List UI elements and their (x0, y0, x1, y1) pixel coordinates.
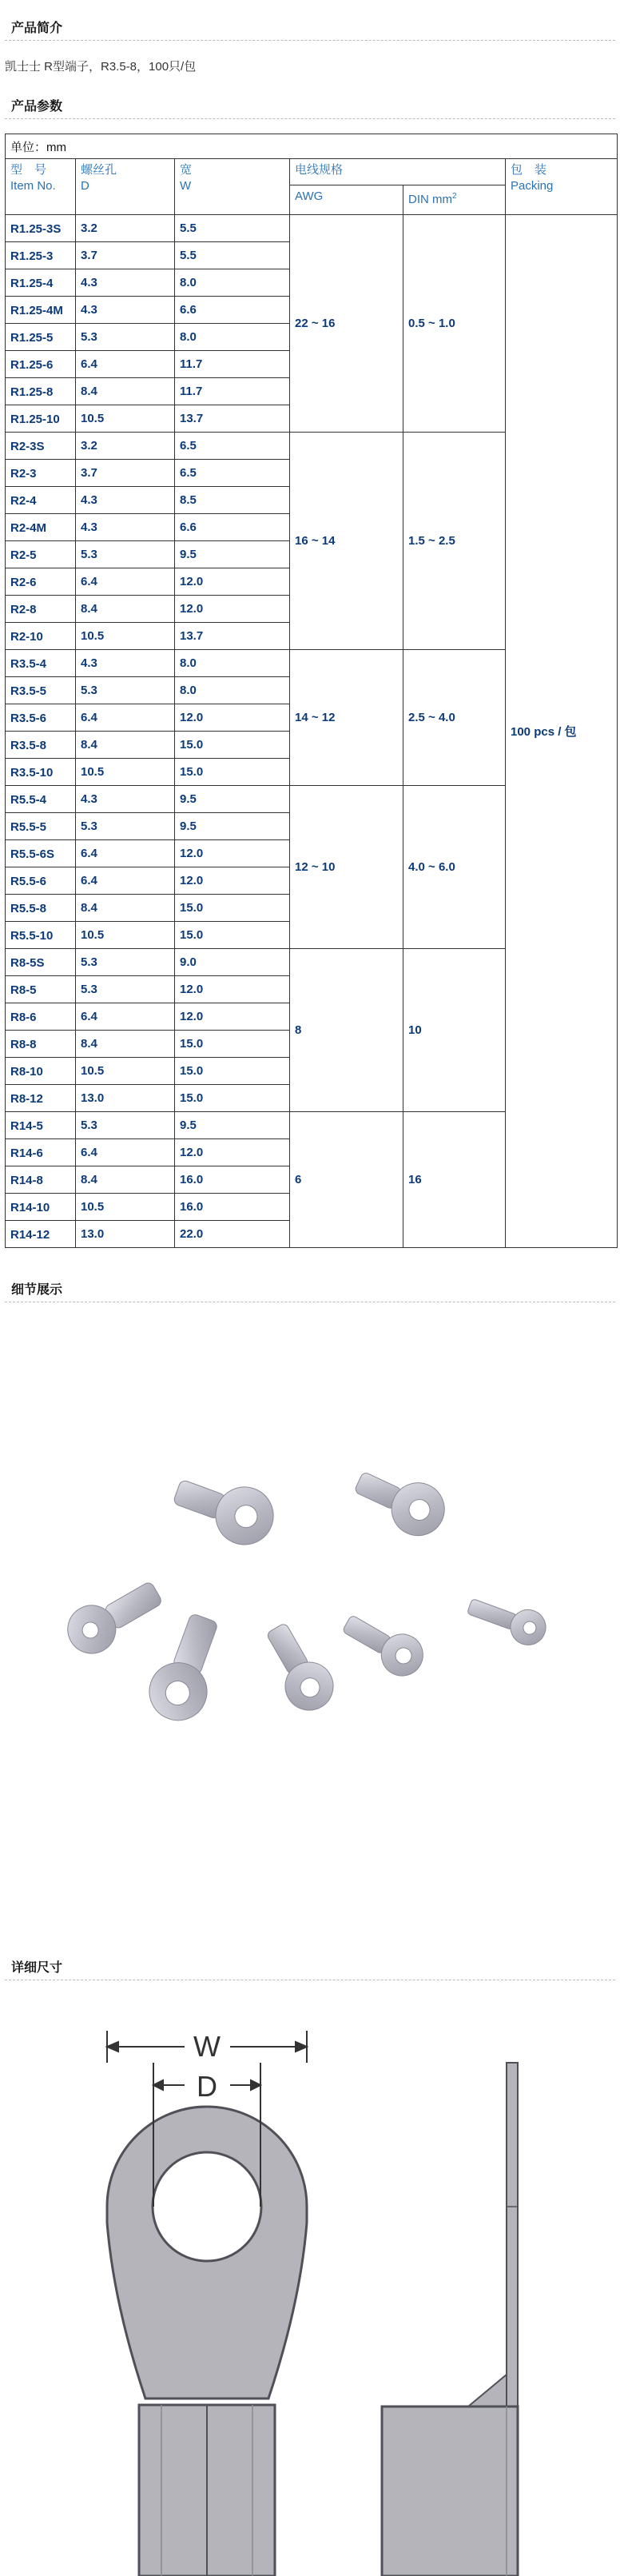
cell-screw-d: 10.5 (76, 405, 175, 433)
cell-model: R2-3S (6, 433, 76, 460)
cell-model: R8-5 (6, 976, 76, 1003)
cell-model: R8-6 (6, 1003, 76, 1031)
cell-width-w: 9.5 (175, 541, 290, 568)
cell-model: R5.5-6 (6, 867, 76, 895)
section-divider (5, 118, 615, 119)
cell-model: R14-8 (6, 1166, 76, 1194)
cell-screw-d: 3.7 (76, 460, 175, 487)
cell-width-w: 9.5 (175, 1112, 290, 1139)
cell-width-w: 12.0 (175, 596, 290, 623)
terminal-image-7 (463, 1589, 550, 1650)
cell-screw-d: 5.3 (76, 541, 175, 568)
header-model (6, 159, 76, 215)
cell-width-w: 16.0 (175, 1166, 290, 1194)
cell-model: R3.5-4 (6, 650, 76, 677)
terminal-image-3 (59, 1571, 169, 1662)
cell-screw-d: 13.0 (76, 1221, 175, 1248)
cell-width-w: 6.6 (175, 297, 290, 324)
header-screw-en: D (81, 179, 89, 193)
cell-screw-d: 8.4 (76, 1031, 175, 1058)
cell-model: R3.5-8 (6, 732, 76, 759)
cell-screw-d: 5.3 (76, 677, 175, 704)
cell-screw-d: 4.3 (76, 514, 175, 541)
cell-screw-d: 4.3 (76, 269, 175, 297)
cell-screw-d: 5.3 (76, 976, 175, 1003)
dimension-w-label: W (193, 2030, 221, 2063)
cell-awg: 22 ~ 16 (290, 215, 403, 433)
cell-width-w: 12.0 (175, 867, 290, 895)
cell-screw-d: 6.4 (76, 867, 175, 895)
cell-model: R2-10 (6, 623, 76, 650)
cell-width-w: 8.0 (175, 650, 290, 677)
cell-width-w: 22.0 (175, 1221, 290, 1248)
cell-model: R1.25-4M (6, 297, 76, 324)
cell-screw-d: 10.5 (76, 623, 175, 650)
cell-screw-d: 8.4 (76, 378, 175, 405)
dimension-drawing (5, 1999, 615, 2576)
cell-width-w: 15.0 (175, 1031, 290, 1058)
cell-screw-d: 10.5 (76, 922, 175, 949)
cell-width-w: 9.5 (175, 813, 290, 840)
cell-screw-d: 5.3 (76, 1112, 175, 1139)
cell-width-w: 8.5 (175, 487, 290, 514)
cell-model: R5.5-5 (6, 813, 76, 840)
header-width-en: W (180, 179, 192, 193)
cell-model: R2-4 (6, 487, 76, 514)
cell-width-w: 12.0 (175, 568, 290, 596)
cell-screw-d: 8.4 (76, 1166, 175, 1194)
header-screw-cn: 螺丝孔 (81, 163, 117, 177)
cell-width-w: 8.0 (175, 677, 290, 704)
table-row (6, 215, 618, 242)
cell-width-w: 6.5 (175, 460, 290, 487)
cell-model: R1.25-10 (6, 405, 76, 433)
header-packing-en: Packing (511, 179, 554, 193)
cell-model: R3.5-5 (6, 677, 76, 704)
cell-model: R5.5-8 (6, 895, 76, 922)
cell-width-w: 15.0 (175, 1058, 290, 1085)
cell-model: R2-5 (6, 541, 76, 568)
cell-width-w: 6.6 (175, 514, 290, 541)
cell-model: R1.25-3S (6, 215, 76, 242)
cell-width-w: 8.0 (175, 324, 290, 351)
cell-screw-d: 10.5 (76, 1194, 175, 1221)
cell-model: R2-4M (6, 514, 76, 541)
cell-screw-d: 5.3 (76, 949, 175, 976)
cell-width-w: 13.7 (175, 623, 290, 650)
section-title-intro: 产品简介 (11, 22, 63, 35)
cell-awg: 14 ~ 12 (290, 650, 403, 786)
unit-label: 单位：mm (6, 134, 618, 159)
cell-width-w: 15.0 (175, 1085, 290, 1112)
cell-din: 16 (403, 1112, 506, 1248)
header-model-en: Item No. (10, 179, 56, 193)
cell-screw-d: 6.4 (76, 568, 175, 596)
dimension-d-label: D (197, 2070, 217, 2103)
cell-width-w: 12.0 (175, 976, 290, 1003)
cell-din: 2.5 ~ 4.0 (403, 650, 506, 786)
cell-width-w: 16.0 (175, 1194, 290, 1221)
cell-screw-d: 4.3 (76, 650, 175, 677)
cell-din: 1.5 ~ 2.5 (403, 433, 506, 650)
cell-screw-d: 6.4 (76, 1003, 175, 1031)
cell-screw-d: 10.5 (76, 759, 175, 786)
cell-screw-d: 6.4 (76, 351, 175, 378)
cell-model: R3.5-10 (6, 759, 76, 786)
cell-packing: 100 pcs / 包 (506, 215, 618, 1248)
cell-din: 4.0 ~ 6.0 (403, 786, 506, 949)
header-packing (506, 159, 618, 215)
header-screw (76, 159, 175, 215)
cell-width-w: 5.5 (175, 215, 290, 242)
cell-model: R1.25-3 (6, 242, 76, 269)
terminal-image-2 (348, 1457, 453, 1544)
cell-width-w: 9.5 (175, 786, 290, 813)
cell-width-w: 8.0 (175, 269, 290, 297)
cell-screw-d: 3.2 (76, 433, 175, 460)
cell-screw-d: 13.0 (76, 1085, 175, 1112)
cell-model: R3.5-6 (6, 704, 76, 732)
cell-width-w: 9.0 (175, 949, 290, 976)
cell-din: 10 (403, 949, 506, 1112)
cell-width-w: 11.7 (175, 378, 290, 405)
cell-model: R1.25-5 (6, 324, 76, 351)
cell-model: R14-5 (6, 1112, 76, 1139)
cell-width-w: 13.7 (175, 405, 290, 433)
cell-model: R14-12 (6, 1221, 76, 1248)
cell-screw-d: 4.3 (76, 487, 175, 514)
cell-width-w: 5.5 (175, 242, 290, 269)
section-title-detail: 细节展示 (11, 1283, 63, 1297)
cell-width-w: 12.0 (175, 840, 290, 867)
header-wire-spec: 电线规格 (290, 159, 506, 185)
cell-width-w: 11.7 (175, 351, 290, 378)
cell-screw-d: 8.4 (76, 895, 175, 922)
cell-width-w: 12.0 (175, 704, 290, 732)
header-packing-cn: 包 装 (511, 163, 547, 177)
cell-screw-d: 6.4 (76, 704, 175, 732)
cell-awg: 8 (290, 949, 403, 1112)
cell-screw-d: 8.4 (76, 596, 175, 623)
cell-model: R1.25-8 (6, 378, 76, 405)
params-table (5, 134, 618, 1248)
cell-model: R2-8 (6, 596, 76, 623)
cell-model: R2-6 (6, 568, 76, 596)
terminal-side-view (382, 2063, 518, 2576)
cell-screw-d: 3.7 (76, 242, 175, 269)
cell-model: R5.5-6S (6, 840, 76, 867)
cell-model: R8-10 (6, 1058, 76, 1085)
cell-width-w: 15.0 (175, 759, 290, 786)
terminal-front-view (107, 2063, 307, 2576)
header-width-cn: 宽 (180, 163, 193, 177)
cell-model: R8-12 (6, 1085, 76, 1112)
cell-width-w: 6.5 (175, 433, 290, 460)
cell-width-w: 12.0 (175, 1139, 290, 1166)
terminal-image-5 (255, 1616, 342, 1719)
cell-screw-d: 10.5 (76, 1058, 175, 1085)
header-din-sup: 2 (452, 192, 457, 201)
terminal-image-6 (336, 1605, 431, 1683)
header-width (175, 159, 290, 215)
cell-model: R5.5-4 (6, 786, 76, 813)
cell-width-w: 15.0 (175, 922, 290, 949)
header-din-text: DIN mm (408, 193, 452, 206)
cell-model: R5.5-10 (6, 922, 76, 949)
cell-screw-d: 3.2 (76, 215, 175, 242)
header-din (403, 185, 506, 215)
cell-screw-d: 8.4 (76, 732, 175, 759)
cell-screw-d: 6.4 (76, 1139, 175, 1166)
header-model-cn: 型 号 (10, 163, 47, 177)
cell-model: R8-8 (6, 1031, 76, 1058)
cell-din: 0.5 ~ 1.0 (403, 215, 506, 433)
cell-awg: 6 (290, 1112, 403, 1248)
table-header-row (6, 159, 618, 185)
cell-screw-d: 4.3 (76, 297, 175, 324)
cell-screw-d: 6.4 (76, 840, 175, 867)
cell-awg: 16 ~ 14 (290, 433, 403, 650)
product-photo (5, 1319, 615, 1879)
cell-width-w: 12.0 (175, 1003, 290, 1031)
section-title-params: 产品参数 (11, 100, 63, 114)
cell-screw-d: 4.3 (76, 786, 175, 813)
cell-model: R2-3 (6, 460, 76, 487)
terminal-image-1 (167, 1464, 281, 1553)
cell-width-w: 15.0 (175, 732, 290, 759)
cell-width-w: 15.0 (175, 895, 290, 922)
section-divider (5, 40, 615, 41)
cell-model: R14-10 (6, 1194, 76, 1221)
cell-model: R14-6 (6, 1139, 76, 1166)
header-awg: AWG (290, 185, 403, 215)
cell-awg: 12 ~ 10 (290, 786, 403, 949)
unit-row (6, 134, 618, 159)
cell-model: R1.25-6 (6, 351, 76, 378)
cell-screw-d: 5.3 (76, 813, 175, 840)
intro-text: 凯士士 R型端子，R3.5-8，100只/包 (5, 60, 197, 74)
cell-model: R1.25-4 (6, 269, 76, 297)
cell-model: R8-5S (6, 949, 76, 976)
terminal-image-4 (141, 1608, 232, 1729)
section-title-size: 详细尺寸 (11, 1961, 63, 1975)
cell-screw-d: 5.3 (76, 324, 175, 351)
